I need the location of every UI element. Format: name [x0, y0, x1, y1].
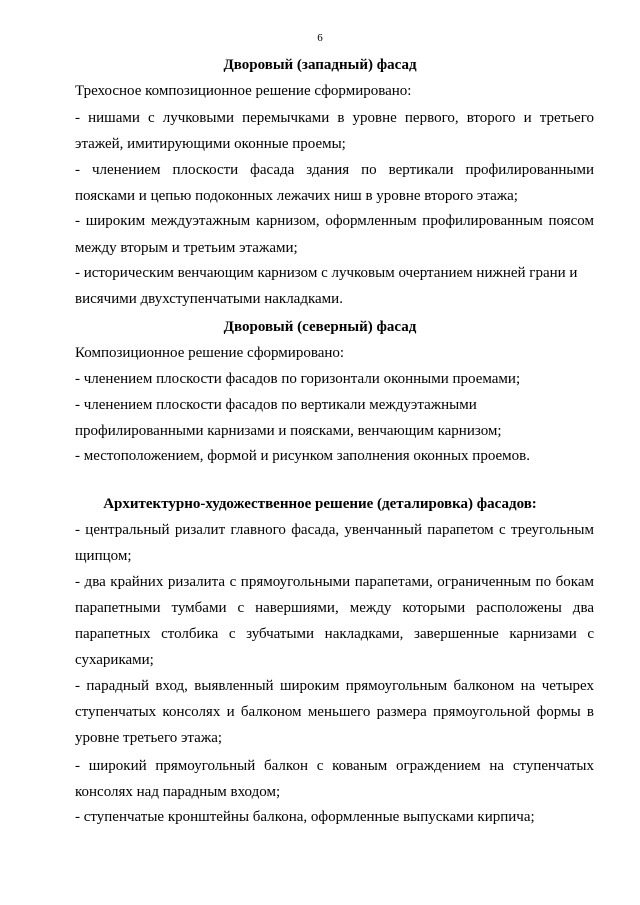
text-line: - широким междуэтажным карнизом, оформленным профилированным поясом — [75, 213, 594, 229]
text-line: - членением плоскости фасада здания по вертикали профилированными — [75, 162, 594, 178]
text-line: - парадный вход, выявленный широким прямоугольным балконом на четырех — [75, 678, 594, 694]
text-line: - членением плоскости фасадов по горизонтали оконными проемами; — [75, 371, 521, 387]
text-line: Трехосное композиционное решение сформировано: — [75, 83, 412, 99]
text-line: - два крайних ризалита с прямоугольными парапетами, ограниченным по бокам — [75, 574, 594, 590]
text-line: консолях над парадным входом; — [75, 784, 281, 800]
text-line: этажей, имитирующими оконные проемы; — [75, 136, 346, 152]
text-line: - местоположением, формой и рисунком заполнения оконных проемов. — [75, 448, 530, 464]
text-line: - нишами с лучковыми перемычками в уровне первого, второго и третьего — [75, 110, 594, 126]
page-number: 6 — [317, 32, 323, 44]
text-line: - историческим венчающим карнизом с лучковым очертанием нижней грани и — [75, 265, 578, 281]
section-heading: Архитектурно-художественное решение (деталировка) фасадов: — [103, 496, 537, 512]
text-line: щипцом; — [75, 548, 132, 564]
text-line: сухариками; — [75, 652, 154, 668]
text-line: ступенчатых консолях и балконом меньшего размера прямоугольной формы в — [75, 704, 594, 720]
text-line: профилированными карнизами и поясками, венчающим карнизом; — [75, 423, 502, 439]
section-heading: Дворовый (западный) фасад — [223, 57, 417, 73]
text-line: между вторым и третьим этажами; — [75, 240, 298, 256]
text-line: поясками и цепью подоконных лежачих ниш в уровне второго этажа; — [75, 188, 518, 204]
text-line: Композиционное решение сформировано: — [75, 345, 345, 361]
text-line: висячими двухступенчатыми накладками. — [75, 291, 343, 307]
text-line: - членением плоскости фасадов по вертикали междуэтажными — [75, 397, 477, 413]
text-line: - центральный ризалит главного фасада, увенчанный парапетом с треугольным — [75, 522, 594, 538]
text-line: - ступенчатые кронштейны балкона, оформленные выпусками кирпича; — [75, 809, 535, 825]
text-line: - широкий прямоугольный балкон с кованым ограждением на ступенчатых — [75, 758, 594, 774]
text-line: парапетными тумбами с навершиями, между которыми расположены два — [75, 600, 594, 616]
text-line: парапетных столбика с зубчатыми накладками, завершенные карнизами с — [75, 626, 594, 642]
text-line: уровне третьего этажа; — [75, 730, 223, 746]
section-heading: Дворовый (северный) фасад — [223, 319, 417, 335]
